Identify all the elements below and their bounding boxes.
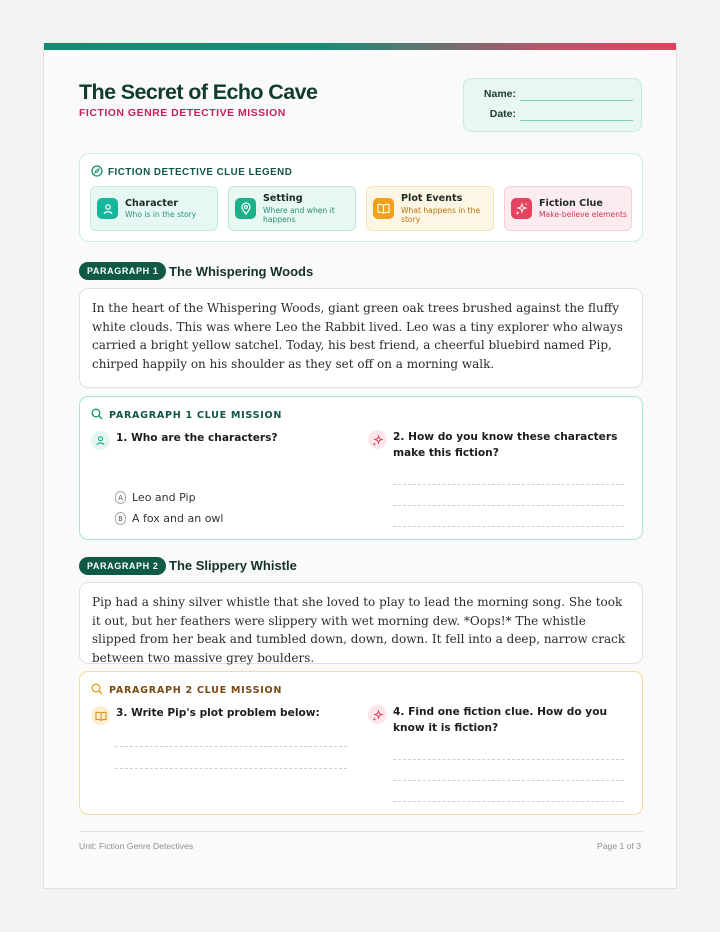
footer-divider — [79, 831, 643, 832]
name-row — [464, 86, 641, 104]
compass-icon — [91, 165, 103, 180]
name-date-box — [463, 78, 642, 132]
worksheet-page — [43, 43, 677, 889]
date-field[interactable] — [520, 120, 633, 121]
page-subtitle: FICTION GENRE DETECTIVE MISSION — [79, 107, 286, 119]
sparkles-icon — [368, 430, 387, 449]
option-b[interactable]: B A fox and an owl — [115, 512, 223, 525]
person-icon — [97, 198, 118, 219]
question-2: 2. How do you know these characters make this fiction? — [368, 430, 630, 461]
answer-line[interactable] — [115, 746, 347, 747]
date-label: Date: — [489, 108, 516, 120]
legend-item-character: Character Who is in the story — [90, 186, 218, 231]
clue-legend — [79, 153, 643, 242]
footer-unit: Unit: Fiction Genre Detectives — [79, 841, 194, 851]
paragraph-1-mission — [79, 396, 643, 540]
paragraph-2-title: The Slippery Whistle — [169, 558, 297, 573]
legend-item-fiction-clue: Fiction Clue Make-believe elements — [504, 186, 632, 231]
search-icon — [91, 683, 103, 698]
search-icon — [91, 408, 103, 423]
book-icon — [373, 198, 394, 219]
paragraph-1-text: In the heart of the Whispering Woods, giant green oak trees brushed against the fluffy white clouds. This was where Leo the Rabbit lived. Leo was a tiny explorer who always carried a bright yellow satchel. Today, his best friend, a cheerful bluebird named Pip, chirped happily on his shoulder as they set off on a morning walk. — [79, 288, 643, 388]
person-icon — [91, 431, 110, 450]
legend-heading: FICTION DETECTIVE CLUE LEGEND — [91, 165, 292, 180]
option-a[interactable]: A Leo and Pip — [115, 491, 196, 504]
date-row — [464, 106, 641, 124]
name-label: Name: — [483, 88, 516, 100]
footer-page-number: Page 1 of 3 — [597, 841, 641, 851]
answer-line[interactable] — [115, 768, 347, 769]
book-icon — [91, 706, 110, 725]
paragraph-2-text: Pip had a shiny silver whistle that she loved to play to lead the morning song. She took it out, but her feathers were slippery with wet morning dew. *Oops!* The whistle slipped from her beak and tumbled down, down, down. It fell into a deep, narrow crack between two massive grey boulders. — [79, 582, 643, 664]
answer-line[interactable] — [393, 780, 624, 781]
paragraph-2-mission — [79, 671, 643, 815]
mission-2-heading: PARAGRAPH 2 CLUE MISSION — [91, 683, 282, 698]
accent-bar — [44, 43, 676, 50]
question-4: 4. Find one fiction clue. How do you know it is fiction? — [368, 705, 630, 736]
paragraph-1-badge: PARAGRAPH 1 — [79, 262, 166, 280]
answer-line[interactable] — [393, 505, 624, 506]
mission-1-heading: PARAGRAPH 1 CLUE MISSION — [91, 408, 282, 423]
question-3: 3. Write Pip's plot problem below: — [91, 706, 351, 725]
sparkles-icon — [511, 198, 532, 219]
paragraph-1-title: The Whispering Woods — [169, 264, 314, 279]
legend-item-setting: Setting Where and when it happens — [228, 186, 356, 231]
map-pin-icon — [235, 198, 256, 219]
legend-item-plot-events: Plot Events What happens in the story — [366, 186, 494, 231]
answer-line[interactable] — [393, 759, 624, 760]
answer-line[interactable] — [393, 801, 624, 802]
question-1: 1. Who are the characters? — [91, 431, 341, 450]
paragraph-2-badge: PARAGRAPH 2 — [79, 557, 166, 575]
answer-line[interactable] — [393, 526, 624, 527]
page-title: The Secret of Echo Cave — [79, 80, 318, 104]
name-field[interactable] — [520, 100, 633, 101]
sparkles-icon — [368, 705, 387, 724]
answer-line[interactable] — [393, 484, 624, 485]
